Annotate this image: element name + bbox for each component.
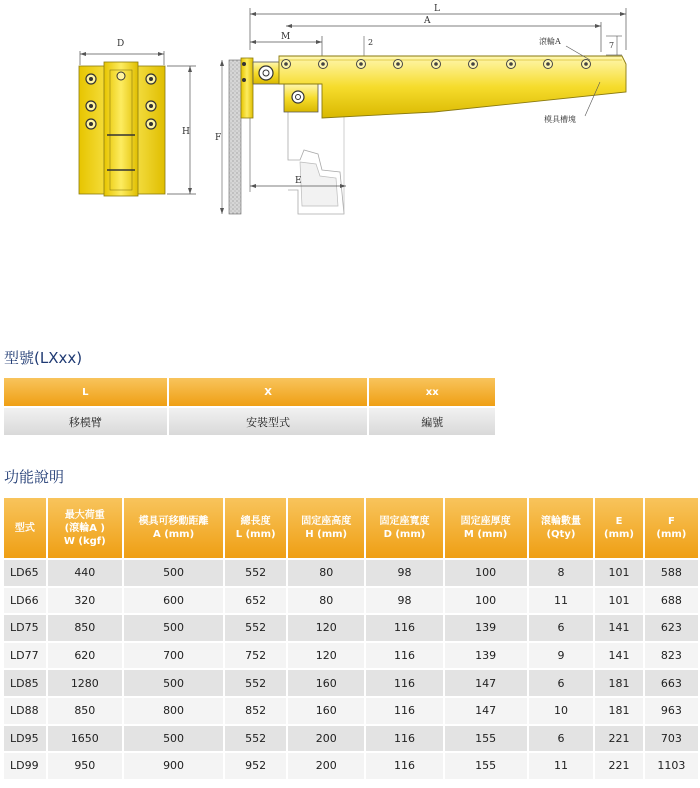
spec-header-e: E (mm): [595, 498, 642, 558]
cell-roller-qty: 11: [529, 588, 594, 614]
cell-thickness: 155: [445, 753, 527, 779]
cell-height: 160: [288, 670, 364, 696]
cell-width: 116: [366, 726, 442, 752]
cell-e: 221: [595, 726, 642, 752]
spec-table-body: [4, 560, 698, 779]
cell-e: 101: [595, 560, 642, 586]
cell-roller-qty: 6: [529, 726, 594, 752]
cell-thickness: 155: [445, 726, 527, 752]
table-row: [4, 753, 698, 779]
spec-table: [2, 496, 700, 781]
cell-width: 98: [366, 588, 442, 614]
cell-max-load: 950: [48, 753, 122, 779]
table-row: [4, 726, 698, 752]
cell-travel: 900: [124, 753, 223, 779]
cell-roller-qty: 9: [529, 643, 594, 669]
cell-model: LD77: [4, 643, 46, 669]
cell-model: LD65: [4, 560, 46, 586]
label-2: 2: [368, 38, 374, 47]
cell-max-load: 850: [48, 698, 122, 724]
cell-e: 141: [595, 643, 642, 669]
cell-length: 552: [225, 726, 286, 752]
model-code-header-row: [4, 378, 495, 406]
cell-roller-qty: 6: [529, 615, 594, 641]
cell-length: 552: [225, 560, 286, 586]
cell-f: 703: [645, 726, 698, 752]
cell-model: LD85: [4, 670, 46, 696]
spec-header-height: 固定座高度 H (mm): [288, 498, 364, 558]
cell-model: LD66: [4, 588, 46, 614]
cell-thickness: 100: [445, 560, 527, 586]
cell-max-load: 440: [48, 560, 122, 586]
label-m: M: [281, 32, 291, 42]
cell-max-load: 620: [48, 643, 122, 669]
cell-roller-qty: 11: [529, 753, 594, 779]
cell-e: 141: [595, 615, 642, 641]
cell-length: 852: [225, 698, 286, 724]
spec-header-thickness: 固定座厚度 M (mm): [445, 498, 527, 558]
cell-f: 663: [645, 670, 698, 696]
label-mold-slot: 模具槽塊: [544, 115, 576, 124]
model-header-xx: xx: [369, 378, 495, 406]
cell-max-load: 1650: [48, 726, 122, 752]
cell-height: 80: [288, 560, 364, 586]
spec-header-travel: 模具可移動距離 A (mm): [124, 498, 223, 558]
label-f: F: [215, 133, 222, 143]
cell-travel: 500: [124, 560, 223, 586]
label-e: E: [295, 176, 302, 186]
cell-e: 181: [595, 670, 642, 696]
spec-header-length: 總長度 L (mm): [225, 498, 286, 558]
spec-title: 功能說明: [4, 468, 65, 486]
cell-width: 116: [366, 753, 442, 779]
table-row: [4, 615, 698, 641]
label-7: 7: [609, 41, 615, 50]
cell-width: 116: [366, 615, 442, 641]
cell-model: LD99: [4, 753, 46, 779]
technical-diagram: [0, 0, 700, 250]
cell-model: LD95: [4, 726, 46, 752]
cell-model: LD75: [4, 615, 46, 641]
cell-f: 588: [645, 560, 698, 586]
table-row: [4, 643, 698, 669]
cell-height: 80: [288, 588, 364, 614]
cell-travel: 700: [124, 643, 223, 669]
cell-f: 823: [645, 643, 698, 669]
cell-f: 963: [645, 698, 698, 724]
spec-header-row: [4, 498, 698, 558]
cell-f: 1103: [645, 753, 698, 779]
cell-max-load: 850: [48, 615, 122, 641]
model-value-mount: 安裝型式: [169, 408, 368, 435]
cell-height: 120: [288, 643, 364, 669]
cell-f: 623: [645, 615, 698, 641]
cell-max-load: 320: [48, 588, 122, 614]
table-row: [4, 588, 698, 614]
label-a: A: [424, 16, 431, 26]
cell-length: 752: [225, 643, 286, 669]
model-header-l: L: [4, 378, 167, 406]
model-code-table: [2, 376, 497, 437]
spec-header-model: 型式: [4, 498, 46, 558]
cell-length: 952: [225, 753, 286, 779]
cell-thickness: 147: [445, 698, 527, 724]
table-row: [4, 560, 698, 586]
cell-e: 221: [595, 753, 642, 779]
cell-roller-qty: 8: [529, 560, 594, 586]
cell-thickness: 139: [445, 615, 527, 641]
spec-header-roller-qty: 滾輪數量 (Qty): [529, 498, 594, 558]
spec-header-f: F (mm): [645, 498, 698, 558]
cell-length: 652: [225, 588, 286, 614]
cell-e: 101: [595, 588, 642, 614]
cell-height: 200: [288, 726, 364, 752]
label-h: H: [182, 127, 190, 137]
cell-height: 160: [288, 698, 364, 724]
label-d: D: [117, 39, 125, 49]
cell-travel: 500: [124, 615, 223, 641]
model-code-title: 型號(LXxx): [4, 349, 83, 367]
cell-width: 116: [366, 698, 442, 724]
cell-length: 552: [225, 670, 286, 696]
model-code-value-row: [4, 408, 495, 435]
label-l: L: [434, 4, 440, 14]
cell-thickness: 147: [445, 670, 527, 696]
cell-max-load: 1280: [48, 670, 122, 696]
label-roller-a: 滾輪A: [539, 37, 561, 46]
model-value-arm: 移模臂: [4, 408, 167, 435]
cell-height: 120: [288, 615, 364, 641]
cell-travel: 800: [124, 698, 223, 724]
cell-length: 552: [225, 615, 286, 641]
cell-thickness: 100: [445, 588, 527, 614]
cell-f: 688: [645, 588, 698, 614]
cell-height: 200: [288, 753, 364, 779]
cell-width: 98: [366, 560, 442, 586]
cell-model: LD88: [4, 698, 46, 724]
table-row: [4, 670, 698, 696]
cell-travel: 600: [124, 588, 223, 614]
table-row: [4, 698, 698, 724]
model-value-number: 編號: [369, 408, 495, 435]
cell-e: 181: [595, 698, 642, 724]
cell-travel: 500: [124, 670, 223, 696]
cell-roller-qty: 6: [529, 670, 594, 696]
cell-travel: 500: [124, 726, 223, 752]
cell-roller-qty: 10: [529, 698, 594, 724]
spec-header-width: 固定座寬度 D (mm): [366, 498, 442, 558]
cell-width: 116: [366, 643, 442, 669]
model-header-x: X: [169, 378, 368, 406]
cell-thickness: 139: [445, 643, 527, 669]
spec-header-max-load: 最大荷重 (滾輪A ) W (kgf): [48, 498, 122, 558]
side-view: [79, 51, 196, 196]
cell-width: 116: [366, 670, 442, 696]
